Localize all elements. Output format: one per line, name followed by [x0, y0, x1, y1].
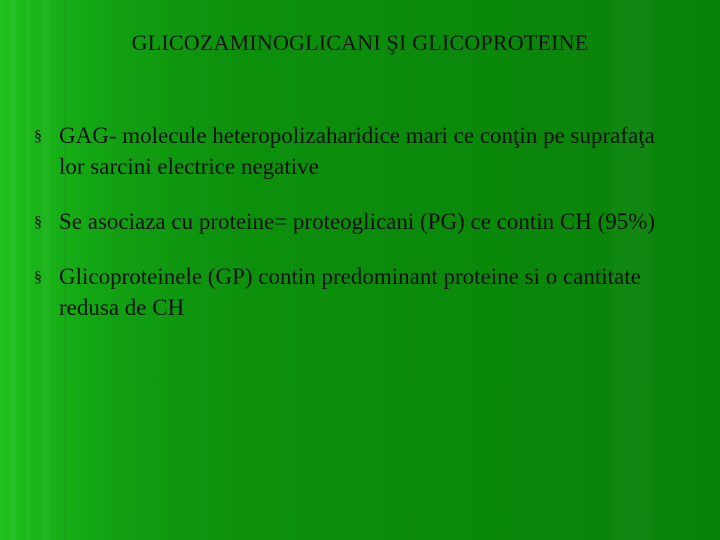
- bullet-list: [34, 120, 684, 347]
- bullet-marker-icon: §: [34, 128, 42, 145]
- bullet-text: GAG- molecule heteropolizaharidice mari ce conţin pe suprafaţa lor sarcini electrice negative: [59, 123, 655, 179]
- bullet-marker-icon: §: [34, 269, 42, 286]
- slide-title: GLICOZAMINOGLICANI ŞI GLICOPROTEINE: [131, 30, 589, 55]
- bullet-marker-icon: §: [34, 214, 42, 231]
- bullet-text: Se asociaza cu proteine= proteoglicani (PG) ce contin CH (95%): [59, 209, 656, 234]
- bullet-item: [34, 261, 684, 323]
- bullet-text: Glicoproteinele (GP) contin predominant proteine si o cantitate redusa de CH: [59, 264, 641, 320]
- bullet-item: [34, 206, 684, 237]
- bullet-item: [34, 120, 684, 182]
- background-stripe: [10, 0, 16, 540]
- background-stripe: [26, 0, 30, 540]
